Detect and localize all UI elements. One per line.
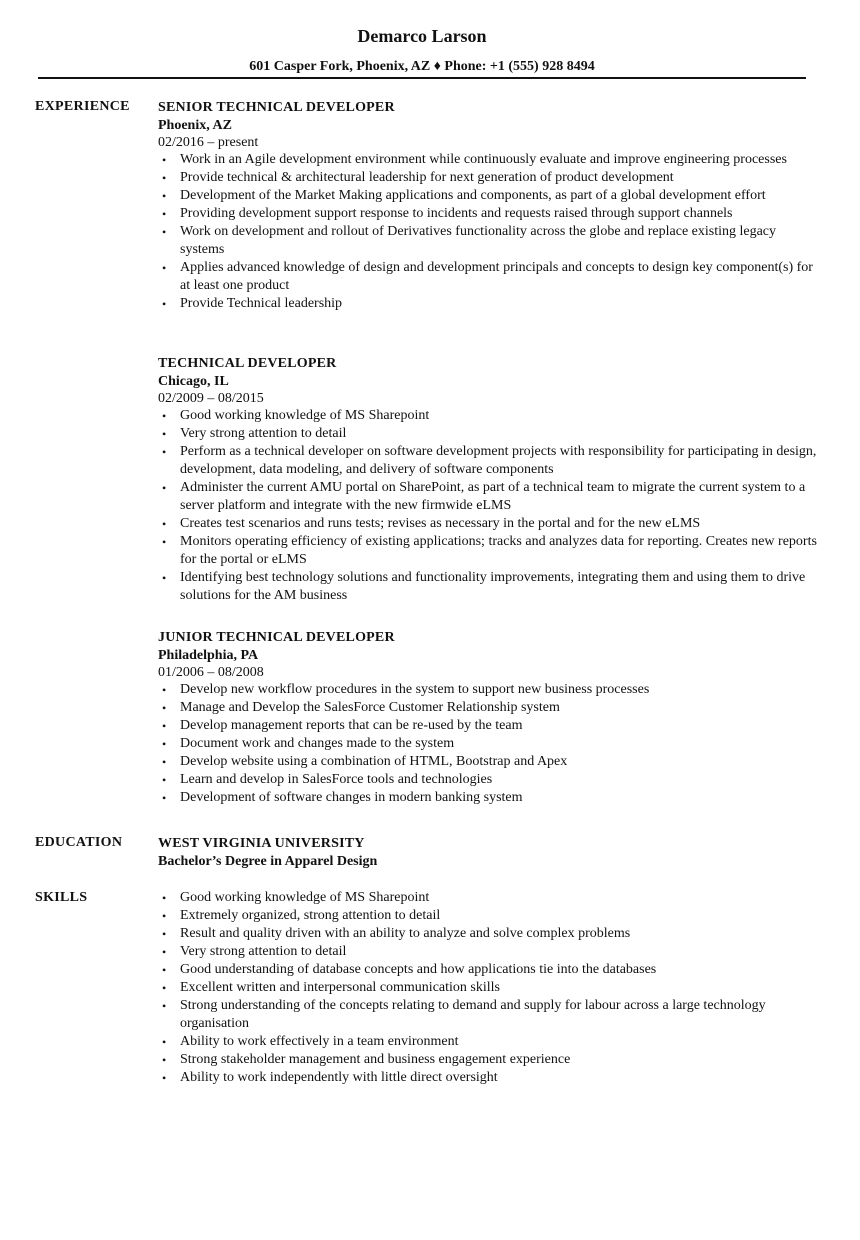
bullet-icon: • [162,755,167,769]
duty-text: Good working knowledge of MS Sharepoint [180,408,430,423]
duty-text: Identifying best technology solutions and functionality improvements, integrating them and using them to drive solutions for the AM business [180,570,806,603]
list-item [158,533,818,569]
duty-text: Perform as a technical developer on software development projects with responsibility for participating in design, development, data modeling, and delivery of software components [180,444,817,477]
degree: Bachelor’s Degree in Apparel Design [158,854,378,869]
education-entry [158,835,818,871]
skills-block [158,889,818,1087]
bullet-icon: • [162,1035,167,1049]
bullet-icon: • [162,963,167,977]
section-label-experience: EXPERIENCE [35,99,130,114]
duty-text: Work in an Agile development environment while continuously evaluate and improve engineering processes [180,152,787,167]
skill-text: Result and quality driven with an ability to analyze and solve complex problems [180,926,631,941]
list-item [158,205,818,223]
bullet-icon: • [162,445,167,459]
job-title: TECHNICAL DEVELOPER [158,356,337,371]
job-entry-junior-technical-developer [158,629,818,807]
duty-text: Work on development and rollout of Derivatives functionality across the globe and replace existing legacy systems [180,224,777,257]
job-title: SENIOR TECHNICAL DEVELOPER [158,100,395,115]
job-entry-senior-technical-developer [158,99,818,313]
job-entry-technical-developer [158,355,818,605]
duty-text: Learn and develop in SalesForce tools and technologies [180,772,493,787]
bullet-icon: • [162,909,167,923]
job-dates: 02/2016 – present [158,135,259,150]
list-item [158,1051,818,1069]
list-item [158,407,818,425]
list-item [158,515,818,533]
bullet-icon: • [162,427,167,441]
list-item [158,907,818,925]
duty-text: Development of software changes in modern banking system [180,790,523,805]
job-location: Chicago, IL [158,374,229,389]
bullet-icon: • [162,773,167,787]
bullet-icon: • [162,153,167,167]
bullet-icon: • [162,297,167,311]
skill-text: Excellent written and interpersonal communication skills [180,980,500,995]
bullet-icon: • [162,207,167,221]
bullet-icon: • [162,409,167,423]
skills-list [158,889,818,1087]
duty-text: Develop website using a combination of HTML, Bootstrap and Apex [180,754,568,769]
skill-text: Strong stakeholder management and business engagement experience [180,1052,571,1067]
section-label-education: EDUCATION [35,835,123,850]
duty-text: Creates test scenarios and runs tests; revises as necessary in the portal and for the new eLMS [180,516,701,531]
candidate-name: Demarco Larson [357,26,487,46]
job-duties-list [158,407,818,605]
bullet-icon: • [162,683,167,697]
job-title: JUNIOR TECHNICAL DEVELOPER [158,630,395,645]
list-item [158,1069,818,1087]
bullet-icon: • [162,261,167,275]
duty-text: Provide technical & architectural leadership for next generation of product development [180,170,674,185]
list-item [158,961,818,979]
skill-text: Ability to work independently with little direct oversight [180,1070,498,1085]
job-location: Philadelphia, PA [158,648,259,663]
bullet-icon: • [162,999,167,1013]
list-item [158,735,818,753]
list-item [158,223,818,259]
duty-text: Document work and changes made to the system [180,736,455,751]
bullet-icon: • [162,791,167,805]
list-item [158,151,818,169]
list-item [158,169,818,187]
job-dates: 02/2009 – 08/2015 [158,391,264,406]
duty-text: Provide Technical leadership [180,296,343,311]
duty-text: Administer the current AMU portal on SharePoint, as part of a technical team to migrate the current system to a server platform and integrate with the new firmwide eLMS [180,480,806,513]
list-item [158,443,818,479]
list-item [158,771,818,789]
header-divider [38,77,806,79]
job-duties-list [158,151,818,313]
bullet-icon: • [162,737,167,751]
duty-text: Providing development support response to incidents and requests raised through support channels [180,206,733,221]
list-item [158,979,818,997]
job-location: Phoenix, AZ [158,118,232,133]
list-item [158,295,818,313]
duty-text: Develop new workflow procedures in the system to support new business processes [180,682,650,697]
skill-text: Extremely organized, strong attention to detail [180,908,441,923]
section-label-skills: SKILLS [35,890,88,905]
duty-text: Monitors operating efficiency of existing applications; tracks and analyzes data for reporting. Creates new reports for the portal or eLMS [180,534,817,567]
skill-text: Good working knowledge of MS Sharepoint [180,890,430,905]
bullet-icon: • [162,927,167,941]
list-item [158,925,818,943]
bullet-icon: • [162,719,167,733]
bullet-icon: • [162,517,167,531]
list-item [158,425,818,443]
bullet-icon: • [162,571,167,585]
bullet-icon: • [162,189,167,203]
bullet-icon: • [162,1071,167,1085]
duty-text: Very strong attention to detail [180,426,347,441]
contact-line: 601 Casper Fork, Phoenix, AZ ♦ Phone: +1 (555) 928 8494 [249,59,595,74]
list-item [158,681,818,699]
bullet-icon: • [162,701,167,715]
job-duties-list [158,681,818,807]
list-item [158,259,818,295]
bullet-icon: • [162,1053,167,1067]
list-item [158,699,818,717]
duty-text: Development of the Market Making applications and components, as part of a global development effort [180,188,766,203]
list-item [158,753,818,771]
list-item [158,997,818,1033]
bullet-icon: • [162,535,167,549]
school-name: WEST VIRGINIA UNIVERSITY [158,836,365,851]
list-item [158,889,818,907]
list-item [158,479,818,515]
list-item [158,943,818,961]
duty-text: Applies advanced knowledge of design and development principals and concepts to design key component(s) for at least one product [180,260,813,293]
list-item [158,569,818,605]
bullet-icon: • [162,981,167,995]
bullet-icon: • [162,945,167,959]
skill-text: Ability to work effectively in a team environment [180,1034,459,1049]
list-item [158,717,818,735]
bullet-icon: • [162,481,167,495]
list-item [158,187,818,205]
bullet-icon: • [162,225,167,239]
bullet-icon: • [162,891,167,905]
skill-text: Good understanding of database concepts and how applications tie into the databases [180,962,657,977]
bullet-icon: • [162,171,167,185]
skill-text: Strong understanding of the concepts relating to demand and supply for labour across a large technology organisation [180,998,766,1031]
duty-text: Manage and Develop the SalesForce Customer Relationship system [180,700,560,715]
list-item [158,789,818,807]
skill-text: Very strong attention to detail [180,944,347,959]
duty-text: Develop management reports that can be re-used by the team [180,718,523,733]
job-dates: 01/2006 – 08/2008 [158,665,264,680]
list-item [158,1033,818,1051]
